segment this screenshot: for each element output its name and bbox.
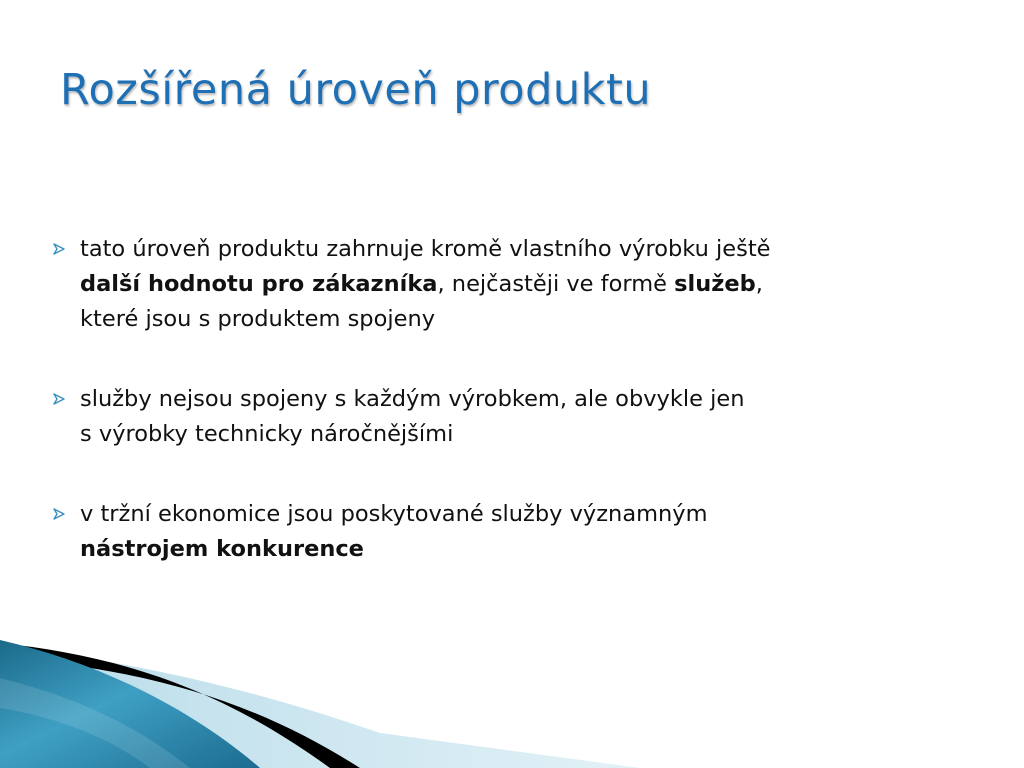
bold-text: další hodnotu pro zákazníka xyxy=(80,271,438,297)
arrowhead-bullet-icon xyxy=(53,243,65,255)
text-segment: tato úroveň produktu zahrnuje kromě vlastního výrobku ještě xyxy=(80,236,771,262)
text-segment: v tržní ekonomice jsou poskytované služby významným xyxy=(80,501,708,527)
text-segment: s výrobky technicky náročnějšími xyxy=(80,421,454,447)
bullet-line xyxy=(80,302,950,337)
arrowhead-bullet-icon xyxy=(53,508,65,520)
bullet-item xyxy=(50,232,950,337)
bullet-line xyxy=(80,382,950,417)
bold-text: služeb xyxy=(674,271,756,297)
text-segment: služby nejsou spojeny s každým výrobkem, ale obvykle jen xyxy=(80,386,745,412)
slide-title: Rozšířená úroveň produktu xyxy=(60,65,652,115)
bold-text: nástrojem konkurence xyxy=(80,536,364,562)
arrowhead-bullet-icon xyxy=(53,393,65,405)
text-segment: , xyxy=(755,271,763,297)
bullet-list xyxy=(50,232,950,612)
bullet-line xyxy=(80,267,950,302)
text-segment: , nejčastěji ve formě xyxy=(437,271,675,297)
bullet-line xyxy=(80,532,950,567)
bullet-item xyxy=(50,382,950,452)
bullet-item xyxy=(50,497,950,567)
bullet-line xyxy=(80,497,950,532)
text-segment: které jsou s produktem spojeny xyxy=(80,306,436,332)
bullet-line xyxy=(80,232,950,267)
bullet-line xyxy=(80,417,950,452)
decorative-wave-graphic xyxy=(0,638,640,768)
